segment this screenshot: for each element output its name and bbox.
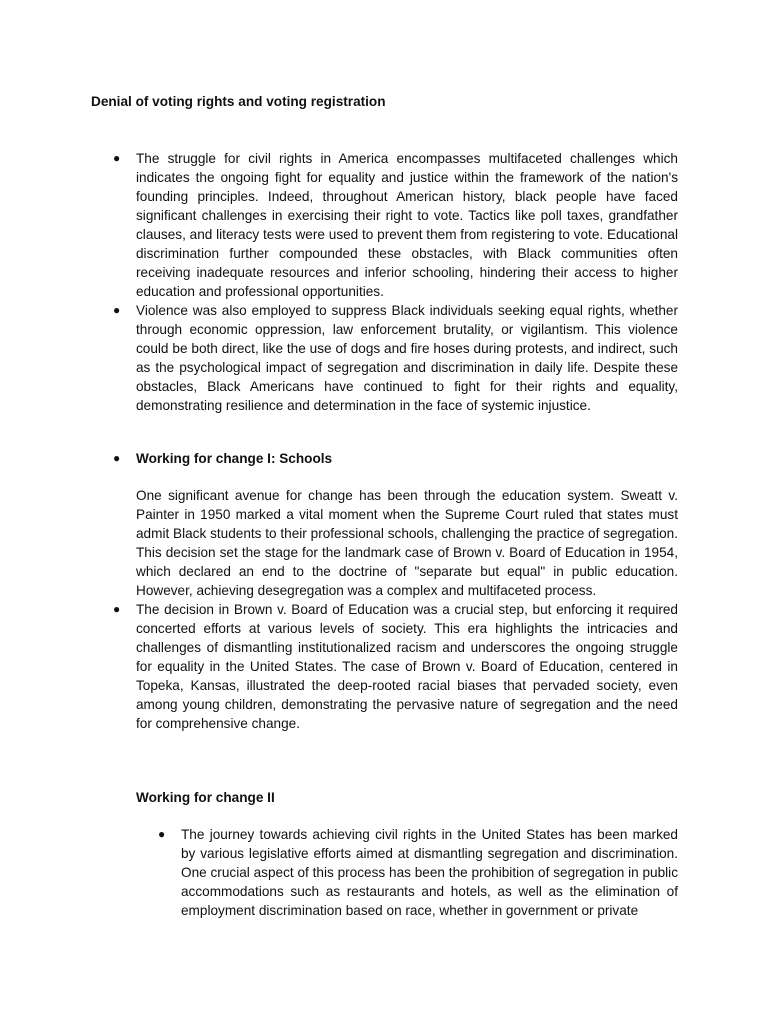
list-item — [91, 301, 678, 415]
list-item — [91, 449, 678, 468]
section-2-body — [91, 486, 678, 733]
list-item-text: The journey towards achieving civil rights in the United States has been marked by various legislative efforts aimed at dismantling segregation and discrimination. One crucial aspect of this process has been the prohibition of segregation in public accommodations such as restaurants and hotels, as well as the elimination of employment discrimination based on race, whether in government or private — [181, 827, 678, 918]
section-heading: Working for change I: Schools — [136, 451, 333, 466]
list-item — [136, 825, 678, 920]
bullet-icon: ● — [113, 303, 121, 317]
section-paragraph: One significant avenue for change has been through the education system. Sweatt v. Painter in 1950 marked a vital moment when the Supreme Court ruled that states must admit Black students to their professional schools, challenging the practice of segregation. This decision set the stage for the landmark case of Brown v. Board of Education in 1954, which declared an end to the doctrine of "separate but equal" in public education. However, achieving desegregation was a complex and multifaceted process. — [136, 488, 678, 598]
list-item — [91, 600, 678, 733]
section-3-heading-block — [136, 788, 678, 807]
section-heading: Working for change II — [136, 790, 275, 805]
bullet-icon: ● — [113, 151, 121, 165]
section-1-list — [91, 149, 678, 415]
list-item-text: The struggle for civil rights in America encompasses multifaceted challenges which indicates the ongoing fight for equality and justice within the framework of the nation's founding principles. Indeed, throughout American history, black people have faced significant challenges in exercising their right to vote. Tactics like poll taxes, grandfather clauses, and literacy tests were used to prevent them from registering to vote. Educational discrimination further compounded these obstacles, with Black communities often receiving inadequate resources and inferior schooling, hindering their access to higher education and professional opportunities. — [136, 151, 678, 299]
document-title: Denial of voting rights and voting registration — [91, 94, 386, 109]
section-3-list — [136, 825, 678, 920]
section-2-heading-item — [91, 449, 678, 468]
bullet-icon: ● — [158, 827, 166, 841]
list-item-text: Violence was also employed to suppress Black individuals seeking equal rights, whether through economic oppression, law enforcement brutality, or vigilantism. This violence could be both direct, like the use of dogs and fire hoses during protests, and indirect, such as the psychological impact of segregation and discrimination in daily life. Despite these obstacles, Black Americans have continued to fight for their rights and equality, demonstrating resilience and determination in the face of systemic injustice. — [136, 303, 678, 413]
list-item-text: The decision in Brown v. Board of Education was a crucial step, but enforcing it required concerted efforts at various levels of society. This era highlights the intricacies and challenges of dismantling institutionalized racism and underscores the ongoing struggle for equality in the United States. The case of Brown v. Board of Education, centered in Topeka, Kansas, illustrated the deep-rooted racial biases that pervaded society, even among young children, demonstrating the pervasive nature of segregation and the need for comprehensive change. — [136, 602, 678, 731]
bullet-icon: ● — [113, 602, 121, 616]
list-item — [91, 149, 678, 301]
bullet-icon: ● — [113, 451, 121, 465]
